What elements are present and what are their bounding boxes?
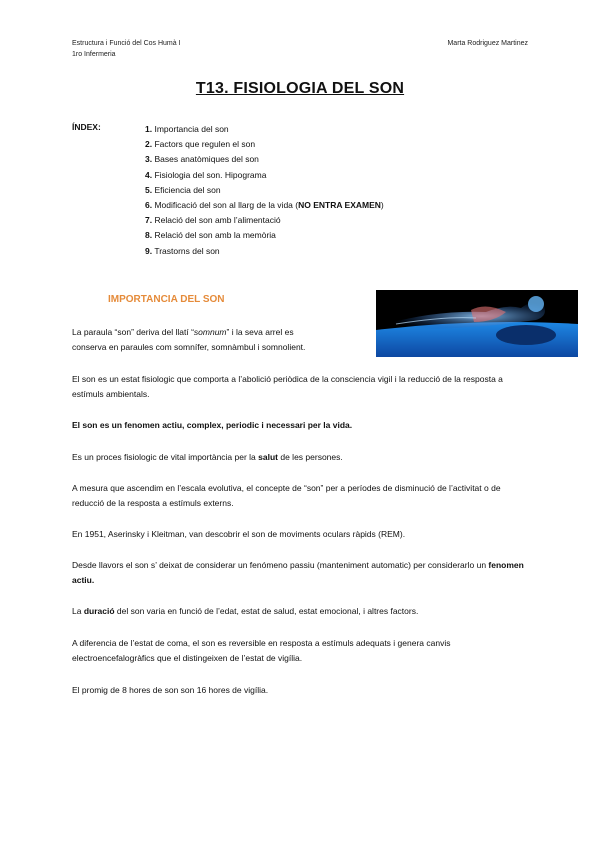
paragraph-4: Es un proces fisiologic de vital importància per la salut de les persones. — [72, 452, 343, 462]
index-item — [145, 198, 384, 213]
header-year: 1ro Infermeria — [72, 51, 116, 58]
header-author: Marta Rodriguez Martinez — [447, 40, 528, 47]
index-item — [145, 122, 384, 137]
index-number: 2. — [145, 139, 153, 150]
index-text: Relació del son amb la memòria — [154, 230, 276, 241]
index-number: 4. — [145, 169, 153, 180]
index-item — [145, 137, 384, 152]
index-number: 8. — [145, 230, 153, 241]
index-number: 7. — [145, 215, 153, 226]
index-item — [145, 183, 384, 198]
index-number: 9. — [145, 245, 153, 256]
index-text: Importancia del son — [154, 124, 229, 134]
paragraph-1: La paraula “son” deriva del llatí “somnum” i la seva arrel es conserva en paraules com somnífer, somnàmbul i somnolient. — [72, 327, 306, 352]
index-item — [145, 228, 384, 243]
header-course: Estructura i Funció del Cos Humà I — [72, 40, 181, 47]
index-exam-note: NO ENTRA EXAMEN — [298, 200, 381, 211]
paragraph-7: Desde llavors el son s’ deixat de considerar un fenómeno passiu (manteniment automatic) per considerarlo un fenomen actiu. — [72, 560, 524, 585]
header-left — [72, 38, 181, 60]
index-number: 1. — [145, 124, 153, 134]
index-text: Modificació del son al llarg de la vida ( — [154, 200, 299, 211]
index-label: ÍNDEX: — [72, 122, 101, 132]
index-number: 5. — [145, 184, 153, 195]
index-text: Factors que regulen el son — [154, 139, 256, 150]
index-text: Relació del son amb l’alimentació — [154, 215, 281, 226]
paragraph-3: El son es un fenomen actiu, complex, periodic i necessari per la vida. — [72, 420, 353, 430]
index-item — [145, 244, 384, 259]
document-title: T13. FISIOLOGIA DEL SON — [195, 80, 405, 97]
index-number: 3. — [145, 154, 153, 165]
section-heading: IMPORTANCIA DEL SON — [108, 294, 225, 305]
paragraph-8: La duració del son varia en funció de l’edat, estat de salud, estat emocional, i altres factors. — [72, 606, 419, 616]
index-text: Bases anatòmiques del son — [154, 154, 259, 165]
index-text-end: ) — [380, 200, 384, 211]
paragraph-2: El son es un estat fisiologic que comporta a l’abolició periòdica de la consciencia vigil i la reducció de la resposta a estímuls ambientals. — [72, 374, 503, 399]
paragraph-10: El promig de 8 hores de son son 16 hores de vigília. — [72, 685, 269, 695]
index-item — [145, 168, 384, 183]
paragraph-5: A mesura que ascendim en l’escala evolutiva, el concepte de “son” per a períodes de disminució de l’activitat o de reducció de la resposta a estímuls externs. — [72, 483, 501, 508]
index-item — [145, 152, 384, 167]
index-list — [145, 122, 384, 259]
paragraph-9: A diferencia de l’estat de coma, el son es reversible en resposta a estímuls adequats i genera canvis electroencefalogràfics que el distingeixen de l’estat de vigília. — [72, 638, 451, 663]
index-item — [145, 213, 384, 228]
index-text: Fisiologia del son. Hipograma — [154, 169, 267, 180]
index-number: 6. — [145, 200, 153, 211]
index-text: Trastorns del son — [154, 245, 220, 256]
paragraph-6: En 1951, Aserinsky i Kleitman, van descobrir el son de moviments oculars ràpids (REM). — [72, 529, 406, 539]
index-text: Eficiencia del son — [154, 184, 221, 195]
